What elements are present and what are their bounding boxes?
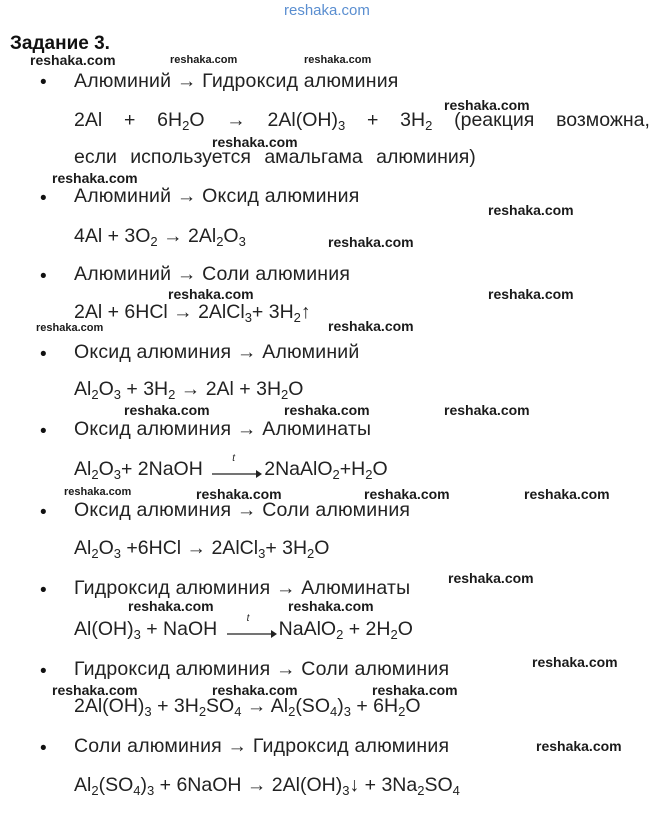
watermark: reshaka.com (30, 52, 116, 68)
item-equation: $4Al + 3O_2 \to 2Al_2O_3$ (74, 225, 246, 249)
watermark: reshaka.com (328, 318, 414, 334)
watermark: reshaka.com (488, 286, 574, 302)
bullet: • (40, 188, 47, 209)
watermark: reshaka.com (212, 682, 298, 698)
watermark: reshaka.com (124, 402, 210, 418)
item-heading: Соли алюминия → Гидроксид алюминия (74, 735, 450, 757)
item-equation: $Al_2O_3 +6HCl$ → 2AlCl$_3$+ $3H_2O$ (74, 537, 330, 561)
watermark: reshaka.com (128, 598, 214, 614)
item-equation: 2Al + 6HCl → 2AlCl$_3$+ $3H_2↑$ (74, 301, 311, 325)
header-watermark[interactable]: reshaka.com (284, 2, 370, 19)
watermark: reshaka.com (372, 682, 458, 698)
watermark: reshaka.com (170, 54, 238, 66)
watermark: reshaka.com (52, 170, 138, 186)
bullet: • (40, 661, 47, 682)
watermark: reshaka.com (532, 654, 618, 670)
item-equation: $2Al(OH)_3 + 3H_2SO_4 \to Al_2(SO_4)_3 + 6H_2O$ (74, 695, 421, 719)
item-heading: Оксид алюминия → Алюминаты (74, 418, 372, 440)
watermark: reshaka.com (444, 402, 530, 418)
bullet: • (40, 72, 47, 93)
bullet: • (40, 421, 47, 442)
item-equation: $Al_2O_3+$ 2NaOH t $2NaAlO_2+H_2O$ (74, 452, 388, 482)
watermark: reshaka.com (488, 202, 574, 218)
item-heading: Оксид алюминия → Алюминий (74, 341, 360, 363)
task-title: Задание 3. (10, 33, 110, 54)
watermark: reshaka.com (64, 486, 132, 498)
watermark: reshaka.com (36, 322, 104, 334)
item-note: если используется амальгама алюминия) (74, 146, 476, 168)
watermark: reshaka.com (536, 738, 622, 754)
item-heading: Алюминий → Оксид алюминия (74, 185, 360, 207)
watermark: reshaka.com (284, 402, 370, 418)
heat-arrow-icon: t (210, 463, 262, 477)
watermark: reshaka.com (304, 54, 372, 66)
bullet: • (40, 344, 47, 365)
item-heading: Алюминий → Гидроксид алюминия (74, 70, 399, 92)
bullet: • (40, 502, 47, 523)
watermark: reshaka.com (288, 598, 374, 614)
item-heading: Гидроксид алюминия → Алюминаты (74, 577, 411, 599)
watermark: reshaka.com (52, 682, 138, 698)
item-equation: $Al_2O_3 + 3H_2 \to 2Al + 3H_2O$ (74, 378, 304, 402)
watermark: reshaka.com (196, 486, 282, 502)
watermark: reshaka.com (168, 286, 254, 302)
item-equation: $Al(OH)_3$ + NaOH t NaAlO$_2$ + $2H_2O$ (74, 612, 413, 642)
bullet: • (40, 738, 47, 759)
item-equation: $Al_2(SO_4)_3$ + 6NaOH → $2Al(OH)_3↓ + 3Na_2SO_4$ (74, 774, 460, 798)
bullet: • (40, 266, 47, 287)
item-heading: Алюминий → Соли алюминия (74, 263, 351, 285)
watermark: reshaka.com (448, 570, 534, 586)
item-equation: 2Al + $6H_2O$ → $2Al(OH)_3$ + $3H_2$ (реакция возможна, (74, 109, 650, 133)
watermark: reshaka.com (328, 234, 414, 250)
bullet: • (40, 580, 47, 601)
heat-arrow-icon: t (225, 623, 277, 637)
watermark: reshaka.com (444, 97, 530, 113)
watermark: reshaka.com (524, 486, 610, 502)
item-heading: Гидроксид алюминия → Соли алюминия (74, 658, 450, 680)
watermark: reshaka.com (364, 486, 450, 502)
watermark: reshaka.com (212, 134, 298, 150)
item-heading: Оксид алюминия → Соли алюминия (74, 499, 411, 521)
